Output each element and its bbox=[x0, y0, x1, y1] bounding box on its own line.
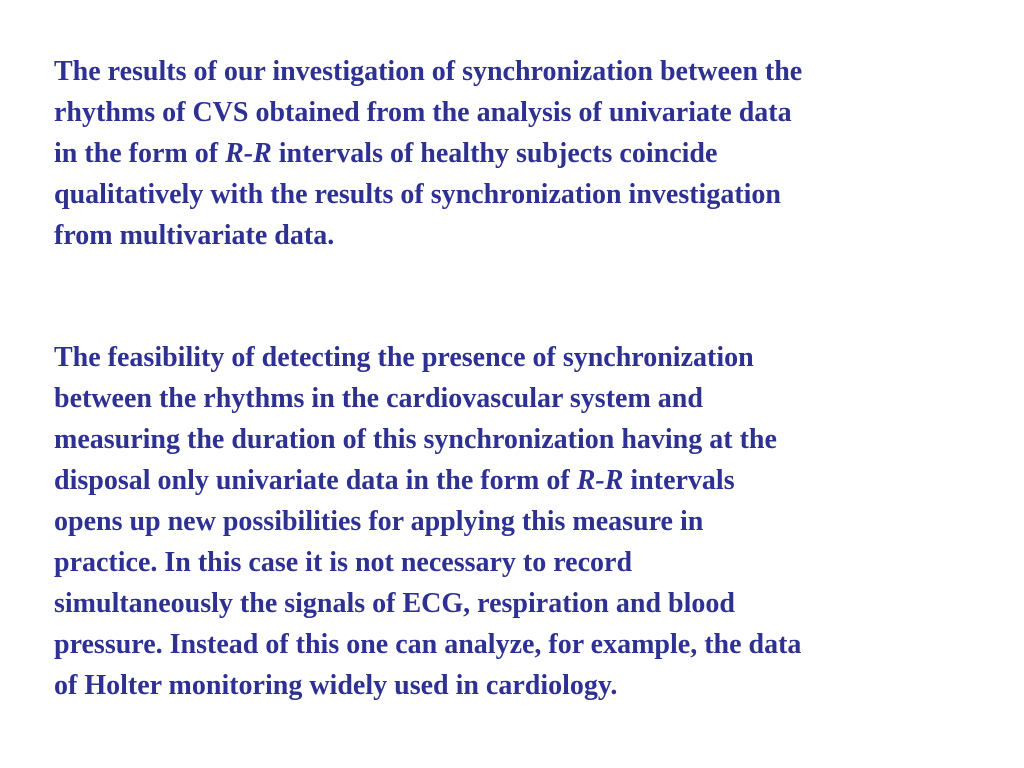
text-line: between the rhythms in the cardiovascular system and bbox=[54, 383, 703, 414]
paragraph-results bbox=[54, 51, 984, 256]
text-line: measuring the duration of this synchronization having at the bbox=[54, 424, 777, 455]
text-line: rhythms of CVS obtained from the analysis of univariate data bbox=[54, 97, 792, 128]
text-line: opens up new possibilities for applying this measure in bbox=[54, 506, 704, 537]
text-segment: disposal only univariate data in the form of bbox=[54, 465, 577, 496]
rr-term: R-R bbox=[576, 465, 624, 496]
text-line: qualitatively with the results of synchronization investigation bbox=[54, 179, 782, 210]
text-line: pressure. Instead of this one can analyze, for example, the data bbox=[54, 629, 802, 660]
text-line: The feasibility of detecting the presence of synchronization bbox=[54, 342, 754, 373]
text-segment: in the form of bbox=[54, 138, 226, 169]
text-line: The results of our investigation of synchronization between the bbox=[54, 56, 803, 87]
text-segment: intervals bbox=[623, 465, 735, 496]
text-segment: intervals of healthy subjects coincide bbox=[271, 138, 718, 169]
text-line bbox=[54, 460, 984, 501]
text-line: of Holter monitoring widely used in cardiology. bbox=[54, 670, 618, 701]
paragraph-feasibility bbox=[54, 337, 984, 706]
text-line: simultaneously the signals of ECG, respiration and blood bbox=[54, 588, 735, 619]
text-line: from multivariate data. bbox=[54, 220, 335, 251]
text-line bbox=[54, 133, 984, 174]
rr-term: R-R bbox=[225, 138, 272, 169]
text-line: practice. In this case it is not necessary to record bbox=[54, 547, 633, 578]
